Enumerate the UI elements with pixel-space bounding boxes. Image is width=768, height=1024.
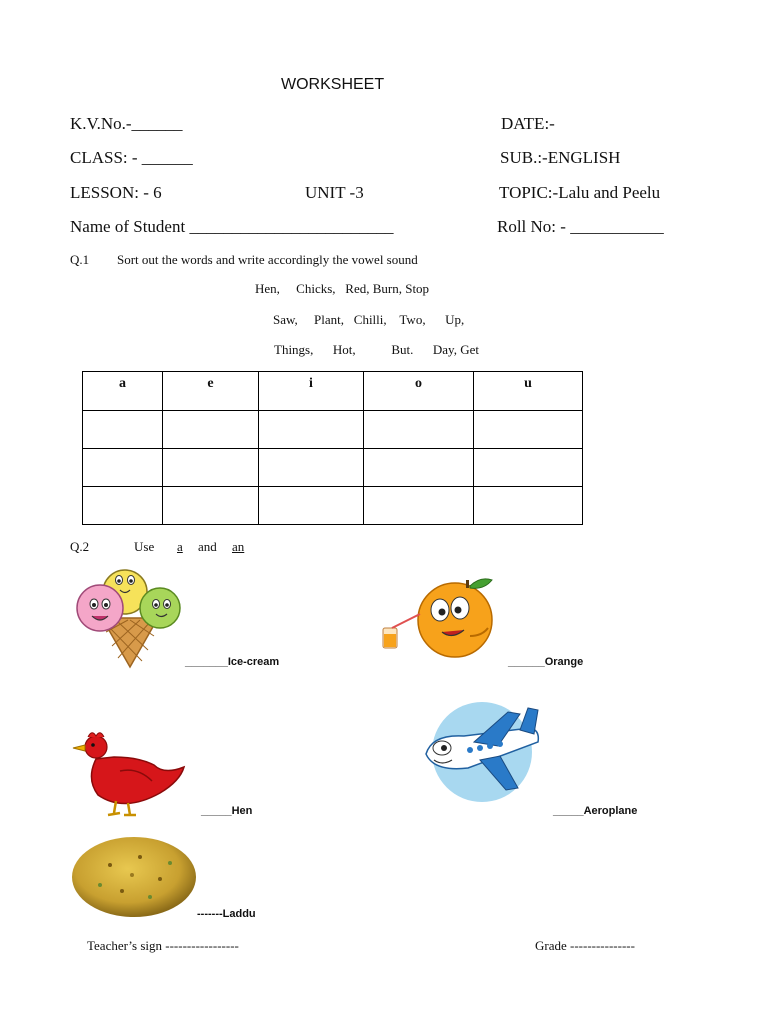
answer-cell[interactable] [474,449,583,487]
grade-field: Grade --------------- [535,938,635,953]
q2-number: Q.2 [70,539,90,554]
q2-use-text: Use [134,539,155,554]
vowel-header-a: a [83,372,163,411]
answer-cell[interactable] [83,411,163,449]
roll-number-field: Roll No: - ___________ [497,217,664,236]
date-field: DATE:- [501,114,555,133]
word-list-line-3: Things, Hot, But. Day, Get [274,342,479,357]
answer-cell[interactable] [474,487,583,525]
kv-number-field: K.V.No.-______ [70,114,183,133]
worksheet-title: WORKSHEET [281,76,385,93]
answer-cell[interactable] [163,487,259,525]
vowel-header-o: o [364,372,474,411]
vowel-header-i: i [259,372,364,411]
vowel-header-e: e [163,372,259,411]
word-list-line-2: Saw, Plant, Chilli, Two, Up, [273,312,465,327]
answer-cell[interactable] [83,449,163,487]
subject-field: SUB.:-ENGLISH [500,148,621,167]
student-name-field: Name of Student ________________________ [70,217,394,236]
article-an: an [232,539,245,554]
topic-field: TOPIC:-Lalu and Peelu [499,183,661,202]
answer-cell[interactable] [364,449,474,487]
table-header-row [83,372,583,411]
table-row [83,449,583,487]
answer-cell[interactable] [474,411,583,449]
table-row [83,487,583,525]
aeroplane-image [420,698,548,804]
q1-number: Q.1 [70,252,90,267]
q1-instruction: Sort out the words and write accordingly the vowel sound [117,252,418,267]
ice-cream-image [72,566,187,670]
answer-cell[interactable] [259,449,364,487]
unit-field: UNIT -3 [305,183,364,202]
class-field: CLASS: - ______ [70,148,193,167]
q2-and-text: and [198,539,217,554]
answer-cell[interactable] [83,487,163,525]
ice-cream-label: _______Ice-cream [185,656,280,668]
lesson-field: LESSON: - 6 [70,183,162,202]
answer-cell[interactable] [163,449,259,487]
answer-cell[interactable] [259,487,364,525]
orange-image [380,576,515,658]
table-row [83,411,583,449]
orange-label: ______Orange [508,656,584,668]
answer-cell[interactable] [163,411,259,449]
aeroplane-label: _____Aeroplane [553,805,638,817]
vowel-header-u: u [474,372,583,411]
hen-image [68,731,188,819]
hen-label: _____Hen [201,805,253,817]
laddu-image [70,835,198,919]
laddu-label: -------Laddu [197,908,256,920]
answer-cell[interactable] [364,487,474,525]
vowel-sort-table [82,371,583,525]
answer-cell[interactable] [259,411,364,449]
teacher-sign-field: Teacher’s sign ----------------- [87,938,239,953]
word-list-line-1: Hen, Chicks, Red, Burn, Stop [255,281,430,296]
answer-cell[interactable] [364,411,474,449]
article-a: a [177,539,183,554]
